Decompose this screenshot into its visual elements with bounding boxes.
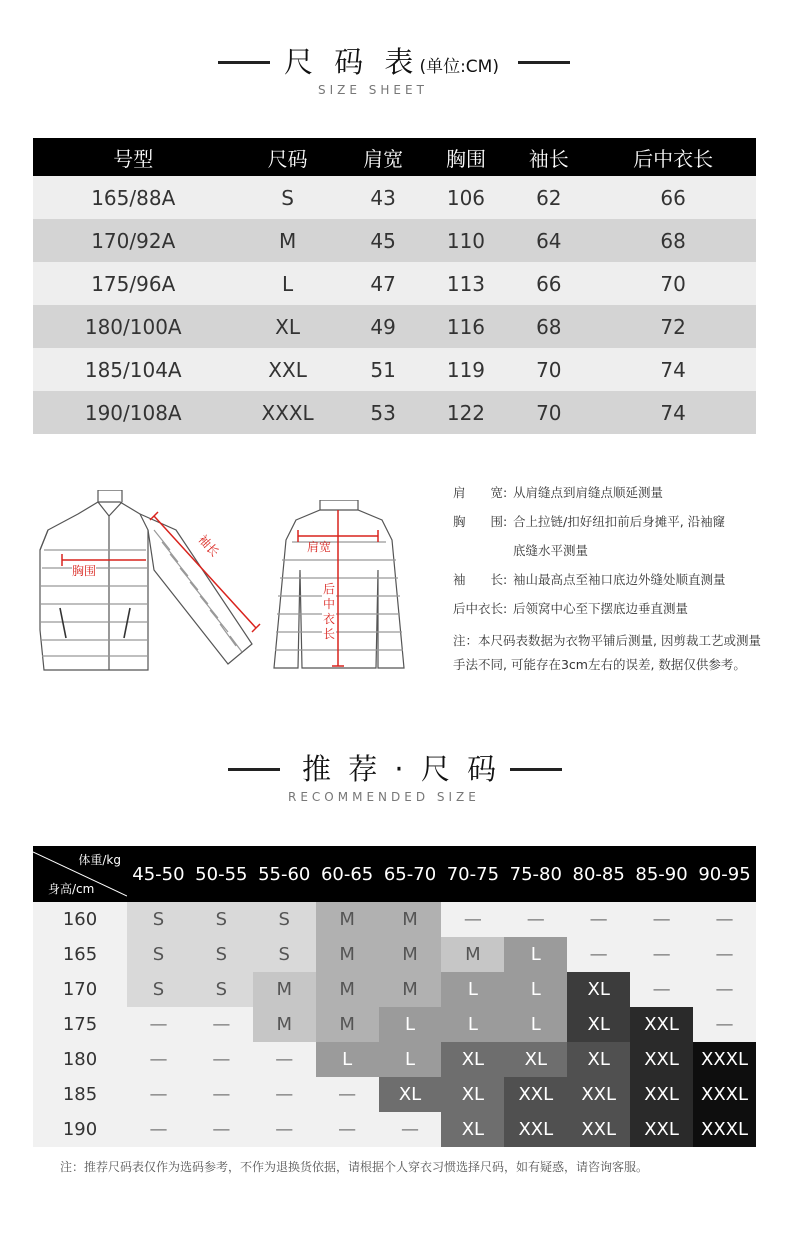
size-cell: — (630, 972, 693, 1007)
weight-header-cell: 50-55 (190, 846, 253, 902)
legend-row (453, 565, 763, 594)
corner-cell (33, 846, 127, 902)
table-row (33, 1007, 756, 1042)
size-cell: XL (441, 1112, 504, 1147)
size-cell: — (693, 902, 756, 937)
table-cell: XXL (233, 348, 341, 391)
measurement-legend (453, 478, 763, 623)
recommend-table (33, 846, 756, 1147)
weight-header-cell: 45-50 (127, 846, 190, 902)
height-cell: 165 (33, 937, 127, 972)
size-sheet-title-unit: (单位:CM) (419, 57, 499, 77)
weight-header-cell: 90-95 (693, 846, 756, 902)
size-cell: L (441, 972, 504, 1007)
title-rule-left (218, 61, 270, 64)
back-jacket-outline (274, 510, 404, 668)
legend-text: 底缝水平测量 (513, 543, 589, 558)
table-row (33, 219, 756, 262)
size-cell: — (253, 1077, 316, 1112)
table-cell: 122 (425, 391, 508, 434)
header-cell: 号型 (33, 138, 233, 176)
size-cell: L (379, 1007, 442, 1042)
table-cell: S (233, 176, 341, 219)
legend-text: 后领窝中心至下摆底边垂直测量 (513, 601, 689, 616)
size-cell: XL (379, 1077, 442, 1112)
size-cell: XXL (504, 1077, 567, 1112)
table-cell: L (233, 262, 341, 305)
height-cell: 175 (33, 1007, 127, 1042)
weight-header-cell: 55-60 (253, 846, 316, 902)
legend-key: 后中衣长: (453, 601, 508, 616)
table-row (33, 348, 756, 391)
size-cell: M (441, 937, 504, 972)
size-cell: S (190, 937, 253, 972)
size-cell: XXXL (693, 1042, 756, 1077)
size-cell: — (190, 1112, 253, 1147)
size-cell: — (190, 1007, 253, 1042)
size-cell: XXL (567, 1112, 630, 1147)
size-cell: — (190, 1077, 253, 1112)
table-cell: 175/96A (33, 262, 233, 305)
size-cell: — (693, 937, 756, 972)
table-cell: 110 (425, 219, 508, 262)
height-cell: 190 (33, 1112, 127, 1147)
table-cell: 72 (590, 305, 756, 348)
size-cell: — (253, 1042, 316, 1077)
size-sheet-subtitle: SIZE SHEET (318, 83, 428, 97)
size-cell: M (253, 972, 316, 1007)
height-cell: 180 (33, 1042, 127, 1077)
back-length-char: 衣 (322, 612, 335, 626)
size-cell: XXXL (693, 1112, 756, 1147)
table-cell: 68 (590, 219, 756, 262)
table-cell: 64 (507, 219, 590, 262)
table-cell: 113 (425, 262, 508, 305)
sleeve-label: 袖长 (195, 532, 222, 560)
table-cell: 62 (507, 176, 590, 219)
size-cell: XL (441, 1077, 504, 1112)
size-table-header (33, 138, 756, 176)
table-cell: 70 (590, 262, 756, 305)
size-cell: M (316, 937, 379, 972)
weight-header-cell: 65-70 (379, 846, 442, 902)
table-row (33, 176, 756, 219)
size-cell: L (504, 1007, 567, 1042)
table-cell: XL (233, 305, 341, 348)
weight-header-cell: 85-90 (630, 846, 693, 902)
size-cell: S (253, 902, 316, 937)
table-cell: 185/104A (33, 348, 233, 391)
table-row (33, 1112, 756, 1147)
table-cell: 43 (342, 176, 425, 219)
table-cell: 106 (425, 176, 508, 219)
header-cell: 肩宽 (342, 138, 425, 176)
legend-row (453, 478, 763, 507)
size-cell: XXL (567, 1077, 630, 1112)
size-cell: L (441, 1007, 504, 1042)
header-cell: 尺码 (233, 138, 341, 176)
recommend-title: 推 荐 · 尺 码 (302, 752, 501, 786)
size-cell: — (253, 1112, 316, 1147)
table-cell: XXXL (233, 391, 341, 434)
size-cell: — (127, 1042, 190, 1077)
table-cell: 170/92A (33, 219, 233, 262)
size-cell: M (316, 972, 379, 1007)
size-cell: L (504, 972, 567, 1007)
table-row (33, 391, 756, 434)
legend-key: 胸 围: (453, 514, 508, 529)
size-sheet-title (284, 40, 499, 81)
table-row (33, 1077, 756, 1112)
title-rule-left (228, 768, 280, 771)
size-sheet-title-main: 尺 码 表 (284, 45, 420, 79)
size-cell: M (316, 1007, 379, 1042)
corner-height-label: 身高/cm (48, 882, 95, 896)
table-cell: 116 (425, 305, 508, 348)
shoulder-label: 肩宽 (307, 540, 332, 554)
size-cell: — (379, 1112, 442, 1147)
size-cell: — (504, 902, 567, 937)
size-cell: S (127, 937, 190, 972)
size-cell: XXXL (693, 1077, 756, 1112)
size-cell: M (379, 902, 442, 937)
size-cell: L (316, 1042, 379, 1077)
chest-label: 胸围 (72, 564, 97, 578)
title-rule-right (510, 768, 562, 771)
size-cell: XL (567, 1007, 630, 1042)
recommend-footnote: 注：推荐尺码表仅作为选码参考，不作为退换货依据，请根据个人穿衣习惯选择尺码，如有疑惑，请咨询客服。 (60, 1160, 649, 1174)
legend-row (453, 507, 763, 536)
size-cell: — (441, 902, 504, 937)
back-length-char: 后 (322, 582, 335, 596)
size-cell: S (190, 972, 253, 1007)
size-cell: S (253, 937, 316, 972)
front-jacket-diagram (30, 490, 266, 680)
size-cell: L (504, 937, 567, 972)
legend-row (453, 536, 763, 565)
recommend-table-header (33, 846, 756, 902)
table-cell: 66 (590, 176, 756, 219)
table-cell: 180/100A (33, 305, 233, 348)
table-cell: 70 (507, 348, 590, 391)
height-cell: 185 (33, 1077, 127, 1112)
table-cell: 70 (507, 391, 590, 434)
size-cell: XXL (630, 1007, 693, 1042)
legend-row (453, 594, 763, 623)
size-cell: XXL (630, 1042, 693, 1077)
weight-header-cell: 80-85 (567, 846, 630, 902)
size-cell: — (630, 937, 693, 972)
table-cell: 53 (342, 391, 425, 434)
table-cell: 190/108A (33, 391, 233, 434)
header-cell: 后中衣长 (590, 138, 756, 176)
weight-header-cell: 75-80 (504, 846, 567, 902)
size-cell: — (630, 902, 693, 937)
size-cell: — (190, 1042, 253, 1077)
size-cell: — (567, 902, 630, 937)
back-length-char: 长 (322, 627, 335, 641)
table-row (33, 902, 756, 937)
table-cell: 49 (342, 305, 425, 348)
size-cell: — (567, 937, 630, 972)
table-cell: 66 (507, 262, 590, 305)
table-cell: 51 (342, 348, 425, 391)
header-cell: 胸围 (425, 138, 508, 176)
weight-header-cell: 60-65 (316, 846, 379, 902)
size-cell: S (190, 902, 253, 937)
table-row (33, 972, 756, 1007)
size-cell: M (379, 972, 442, 1007)
legend-key: 肩 宽: (453, 485, 508, 500)
size-cell: M (316, 902, 379, 937)
table-cell: 74 (590, 391, 756, 434)
size-cell: XL (441, 1042, 504, 1077)
size-cell: XXL (630, 1077, 693, 1112)
legend-text: 袖山最高点至袖口底边外缝处顺直测量 (513, 572, 726, 587)
table-cell: 119 (425, 348, 508, 391)
header-cell: 袖长 (507, 138, 590, 176)
table-cell: 45 (342, 219, 425, 262)
legend-text: 合上拉链/扣好纽扣前后身摊平, 沿袖窿 (513, 514, 726, 529)
size-cell: — (127, 1112, 190, 1147)
measurement-note: 注：本尺码表数据为衣物平铺后测量, 因剪裁工艺或测量手法不同, 可能存在3cm左右的误差, 数据仅供参考。 (453, 633, 761, 672)
table-cell: 68 (507, 305, 590, 348)
size-cell: — (316, 1077, 379, 1112)
size-cell: S (127, 902, 190, 937)
size-cell: — (127, 1077, 190, 1112)
weight-header-cell: 70-75 (441, 846, 504, 902)
size-cell: — (127, 1007, 190, 1042)
table-row (33, 305, 756, 348)
recommend-subtitle: RECOMMENDED SIZE (288, 790, 480, 804)
corner-weight-label: 体重/kg (78, 853, 121, 867)
size-cell: XXL (504, 1112, 567, 1147)
size-cell: — (693, 972, 756, 1007)
size-cell: XL (504, 1042, 567, 1077)
size-cell: XXL (630, 1112, 693, 1147)
legend-key: 袖 长: (453, 572, 508, 587)
size-cell: M (253, 1007, 316, 1042)
size-cell: M (379, 937, 442, 972)
size-cell: — (693, 1007, 756, 1042)
size-cell: XL (567, 972, 630, 1007)
size-cell: — (316, 1112, 379, 1147)
size-cell: L (379, 1042, 442, 1077)
size-table (33, 138, 756, 434)
height-cell: 170 (33, 972, 127, 1007)
height-cell: 160 (33, 902, 127, 937)
back-jacket-diagram (272, 500, 407, 672)
table-cell: 74 (590, 348, 756, 391)
table-cell: M (233, 219, 341, 262)
size-cell: XL (567, 1042, 630, 1077)
back-length-label (322, 582, 336, 642)
table-cell: 165/88A (33, 176, 233, 219)
title-rule-right (518, 61, 570, 64)
table-row (33, 937, 756, 972)
size-cell: S (127, 972, 190, 1007)
legend-text: 从肩缝点到肩缝点顺延测量 (513, 485, 664, 500)
back-length-char: 中 (322, 597, 335, 611)
table-row (33, 1042, 756, 1077)
table-row (33, 262, 756, 305)
table-cell: 47 (342, 262, 425, 305)
